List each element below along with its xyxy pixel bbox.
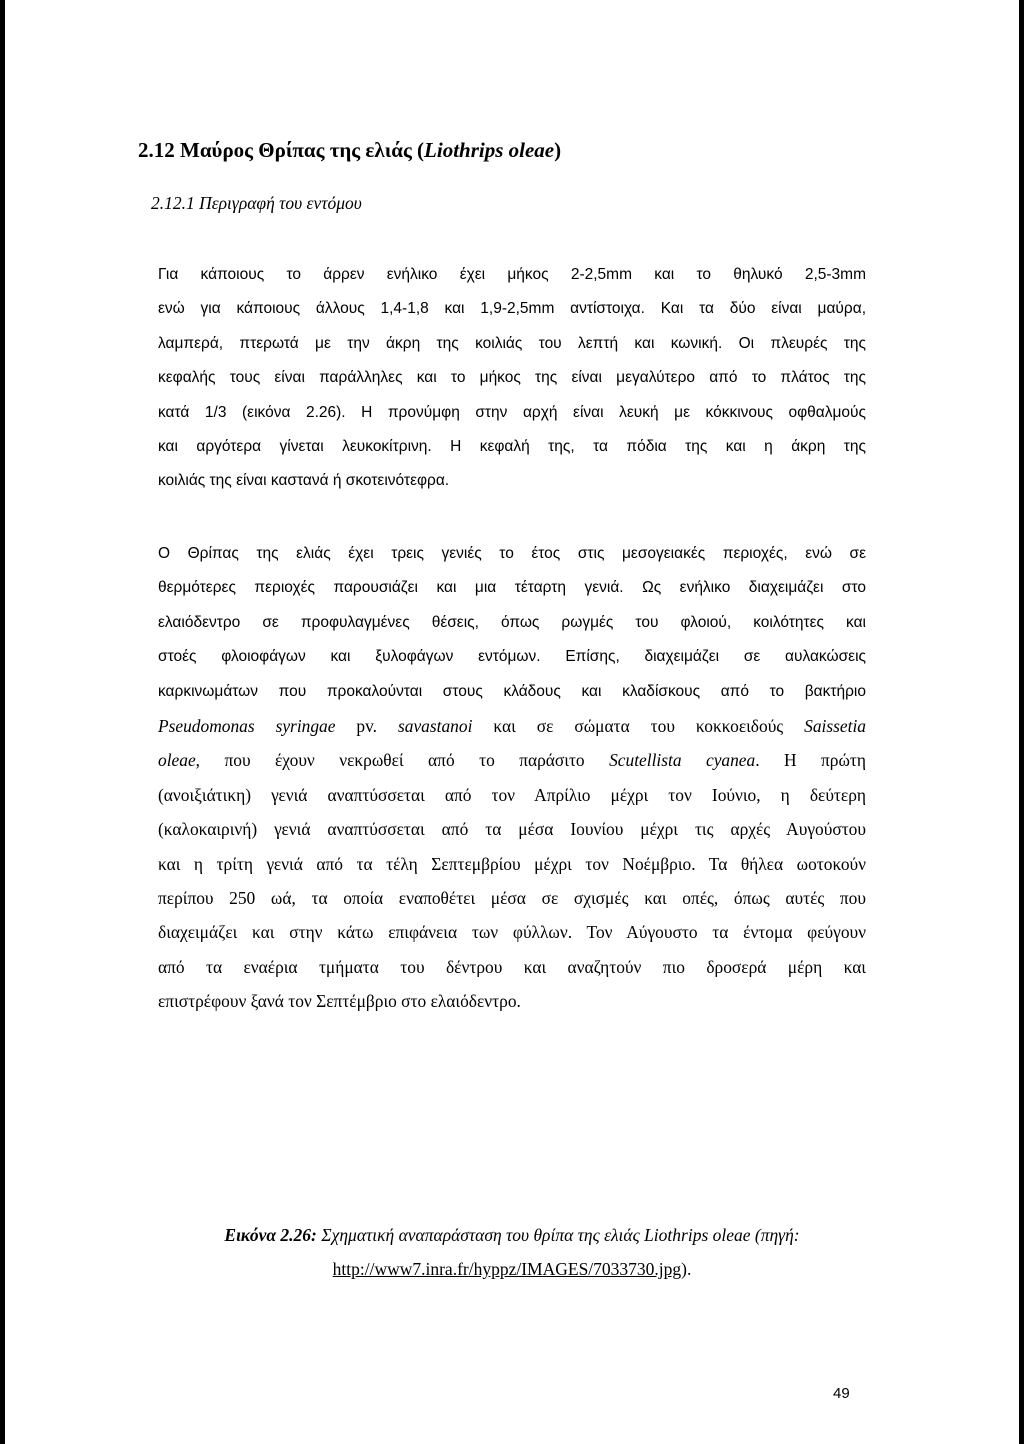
figure-source: http://www7.inra.fr/hyppz/IMAGES/7033730.jpg). bbox=[332, 1259, 692, 1279]
text-line: Ο Θρίπας της ελιάς έχει τρεις γενιές το έτος στις μεσογειακές περιοχές, ενώ σε bbox=[158, 545, 866, 562]
text-line: και αργότερα γίνεται λευκοκίτρινη. Η κεφαλή της, τα πόδια της και η άκρη της bbox=[158, 437, 866, 455]
text-line: και η τρίτη γενιά από τα τέλη Σεπτεμβρίου μέχρι τον Νοέμβριο. Τα θήλεα ωοτοκούν bbox=[158, 853, 866, 874]
subsection-heading: 2.12.1 Περιγραφή του εντόμου bbox=[151, 193, 362, 213]
species-name: Scutellista cyanea bbox=[609, 750, 756, 771]
figure-caption-text: Σχηματική αναπαράσταση του θρίπα της ελιάς Liothrips oleae (πηγή: bbox=[316, 1225, 800, 1245]
text-line: περίπου 250 ωά, τα οποία εναποθέτει μέσα σε σχισμές και οπές, όπως αυτές που bbox=[158, 887, 866, 908]
scan-border-right bbox=[1019, 0, 1024, 1444]
text-line: (ανοιξιάτικη) γενιά αναπτύσσεται από τον Απρίλιο μέχρι τον Ιούνιο, η δεύτερη bbox=[158, 784, 866, 805]
text-line: διαχειμάζει και στην κάτω επιφάνεια των φύλλων. Τον Αύγουστο τα έντομα φεύγουν bbox=[158, 922, 866, 943]
text-line: καρκινωμάτων που προκαλούνται στους κλάδους και κλαδίσκους από το βακτήριο bbox=[158, 682, 866, 700]
text-line: κατά 1/3 (εικόνα 2.26). Η προνύμφη στην αρχή είναι λευκή με κόκκινους οφθαλμούς bbox=[158, 403, 866, 421]
scan-border-left bbox=[0, 0, 5, 1444]
page-number: 49 bbox=[833, 1385, 850, 1402]
figure-caption bbox=[150, 1225, 874, 1246]
text-line: κεφαλής τους είναι παράλληλες και το μήκος της είναι μεγαλύτερο από το πλάτος της bbox=[158, 369, 866, 387]
description-paragraph bbox=[158, 258, 866, 499]
text-line: κοιλιάς της είναι καστανά ή σκοτεινότεφρα. bbox=[158, 472, 450, 490]
text-line: Για κάποιους το άρρεν ενήλικο έχει μήκος 2-2,5mm και το θηλυκό 2,5-3mm bbox=[158, 266, 866, 283]
section-number: 2.12 bbox=[138, 138, 175, 162]
text-line: στοές φλοιοφάγων και ξυλοφάγων εντόμων. Επίσης, διαχειμάζει σε αυλακώσεις bbox=[158, 648, 866, 666]
section-heading bbox=[138, 138, 561, 163]
text-line: (καλοκαιρινή) γενιά αναπτύσσεται από τα μέσα Ιουνίου μέχρι τις αρχές Αυγούστου bbox=[158, 819, 866, 840]
figure-label: Εικόνα 2.26: bbox=[224, 1225, 317, 1245]
species-name: Pseudomonas syringae bbox=[158, 715, 336, 736]
life-cycle-paragraph bbox=[158, 537, 866, 1018]
text-line: λαμπερά, πτερωτά με την άκρη της κοιλιάς του λεπτή και κωνική. Οι πλευρές της bbox=[158, 334, 866, 352]
species-name: Saissetia bbox=[804, 715, 866, 736]
text-line: Pseudomonas syringae pv. savastanoi και σε σώματα του κοκκοειδούς Saissetia bbox=[158, 715, 866, 736]
text-line: θερμότερες περιοχές παρουσιάζει και μια τέταρτη γενιά. Ως ενήλικο διαχειμάζει στο bbox=[158, 579, 866, 597]
text-line: oleae, που έχουν νεκρωθεί από το παράσιτο Scutellista cyanea. Η πρώτη bbox=[158, 750, 866, 771]
text-line: από τα εναέρια τμήματα του δέντρου και αναζητούν πιο δροσερά μέρη και bbox=[158, 956, 866, 977]
species-name: oleae bbox=[158, 750, 196, 771]
text-line: ελαιόδεντρο σε προφυλαγμένες θέσεις, όπως ρωγμές του φλοιού, κοιλότητες και bbox=[158, 613, 866, 631]
section-title-species: Liothrips oleae bbox=[424, 138, 555, 162]
text-line: ενώ για κάποιους άλλους 1,4-1,8 και 1,9-2,5mm αντίστοιχα. Και τα δύο είναι μαύρα, bbox=[158, 300, 866, 318]
section-title-close: ) bbox=[554, 138, 562, 162]
text-line: επιστρέφουν ξανά τον Σεπτέμβριο στο ελαιόδεντρο. bbox=[158, 991, 521, 1012]
source-link[interactable]: http://www7.inra.fr/hyppz/IMAGES/7033730.jpg bbox=[332, 1259, 682, 1279]
species-name: savastanoi bbox=[398, 715, 473, 736]
section-title: Μαύρος Θρίπας της ελιάς ( bbox=[180, 138, 425, 162]
